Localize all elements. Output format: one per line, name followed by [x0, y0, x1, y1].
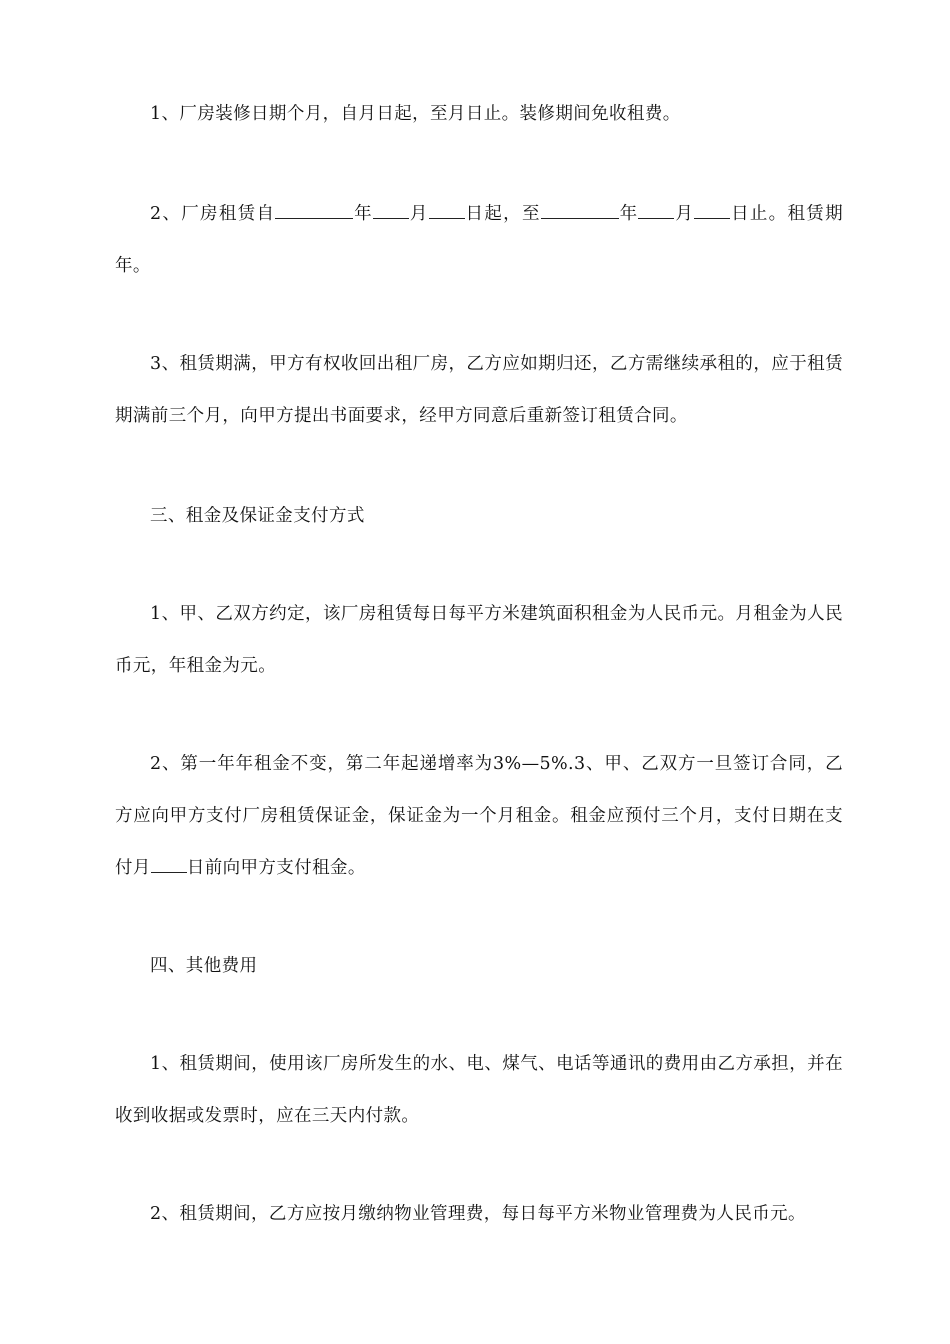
- blank-field: [694, 200, 730, 219]
- paragraph-text: 日起，至: [464, 204, 541, 224]
- blank-field: [275, 200, 353, 219]
- paragraph-text: 年: [353, 204, 373, 224]
- paragraph-property-management-fee: [115, 1188, 843, 1240]
- paragraph-text: 月: [674, 204, 695, 224]
- paragraph-rent-increase-deposit: [115, 738, 843, 894]
- blank-field: [151, 854, 187, 873]
- blank-field: [638, 200, 674, 219]
- paragraph-text: 1、租赁期间，使用该厂房所发生的水、电、煤气、电话等通讯的费用由乙方承担，并在收到收据或发票时，应在三天内付款。: [115, 1054, 843, 1126]
- paragraph-rent-amount: [115, 588, 843, 692]
- paragraph-text: 3、租赁期满，甲方有权收回出租厂房，乙方应如期归还，乙方需继续承租的，应于租赁期满前三个月，向甲方提出书面要求，经甲方同意后重新签订租赁合同。: [115, 354, 843, 426]
- blank-field: [541, 200, 619, 219]
- paragraph-renovation-period: [115, 88, 843, 140]
- paragraph-text: 日止。租赁期年。: [115, 204, 843, 276]
- heading-text: 四、其他费用: [150, 956, 258, 976]
- paragraph-text: 2、厂房租赁自: [150, 204, 276, 224]
- paragraph-text: 1、厂房装修日期个月，自月日起，至月日止。装修期间免收租费。: [150, 104, 681, 124]
- heading-text: 三、租金及保证金支付方式: [150, 506, 365, 526]
- paragraph-text: 2、第一年年租金不变，第二年起递增率为3%—5%.3、甲、乙双方一旦签订合同，乙方应向甲方支付厂房租赁保证金，保证金为一个月租金。租金应预付三个月，支付日期在支付月: [115, 754, 843, 878]
- paragraph-utility-fees: [115, 1038, 843, 1142]
- paragraph-lease-expiry: [115, 338, 843, 442]
- section-heading-rent-deposit: [115, 490, 843, 542]
- paragraph-text: 月: [408, 204, 429, 224]
- paragraph-text: 2、租赁期间，乙方应按月缴纳物业管理费，每日每平方米物业管理费为人民币元。: [150, 1204, 806, 1224]
- paragraph-text: 日前向甲方支付租金。: [186, 858, 366, 878]
- blank-field: [373, 200, 409, 219]
- section-heading-other-fees: [115, 940, 843, 992]
- paragraph-text: 1、甲、乙双方约定，该厂房租赁每日每平方米建筑面积租金为人民币元。月租金为人民币元，年租金为元。: [115, 604, 843, 676]
- paragraph-text: 年: [618, 204, 639, 224]
- blank-field: [429, 200, 465, 219]
- paragraph-lease-term: [115, 188, 843, 292]
